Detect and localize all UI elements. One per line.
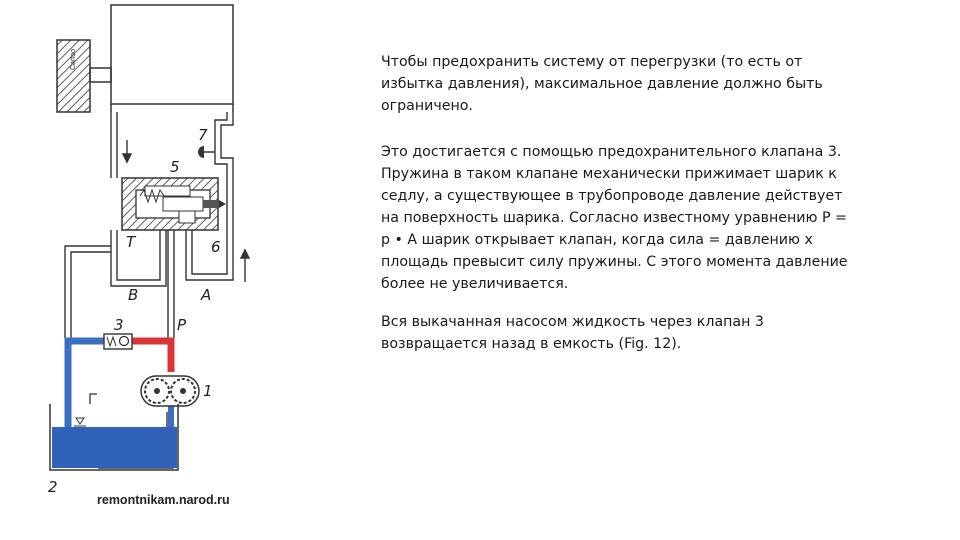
label-3: 3 (114, 316, 124, 334)
label-b: B (128, 286, 139, 304)
hydraulic-cylinder (90, 5, 233, 112)
return-line (68, 341, 110, 436)
label-6: 6 (211, 238, 221, 256)
tank-fluid (52, 427, 177, 468)
paragraph-overload: Чтобы предохранить систему от перегрузки (то есть от избытка давления), максимальное давление должно быть ограничено. (381, 54, 823, 114)
paragraph-relief-valve: Это достигается с помощью предохранительного клапана 3. Пружина в таком клапане механически прижимает шарик к седлу, а существующее в трубопроводе давление действует на поверхность шарика. Согласно известному уравнению P = p • A шарик открывает клапан, когда сила = давлению х площадь превысит силу пружины. С этого момента давление более не увеличивается. (381, 144, 848, 292)
label-a: A (201, 286, 212, 304)
watermark: remontnikam.narod.ru (97, 493, 230, 507)
label-7: 7 (198, 126, 208, 144)
label-t: T (126, 233, 136, 251)
label-2: 2 (48, 478, 58, 496)
gear-pump (141, 376, 199, 406)
pressure-gauge (198, 146, 215, 158)
label-5: 5 (170, 158, 180, 176)
pressure-line (130, 341, 171, 372)
directional-valve (122, 178, 226, 230)
label-p: P (177, 316, 187, 334)
label-1: 1 (203, 382, 213, 400)
cylinder-label: Cartoo (70, 48, 77, 70)
load-block (57, 40, 90, 112)
paragraph-return-flow: Вся выкачанная насосом жидкость через клапан 3 возвращается назад в емкость (Fig. 12). (381, 314, 764, 352)
